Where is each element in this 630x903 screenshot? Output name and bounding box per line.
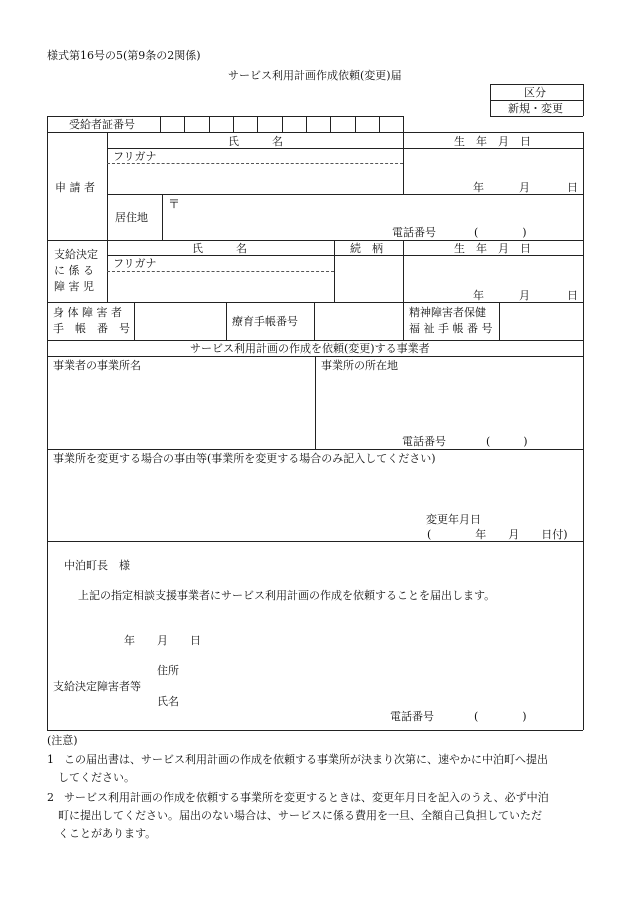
kubun-label: 区分 — [524, 86, 546, 99]
postal-mark: 〒 — [168, 197, 181, 211]
child-dob-year: 年 — [473, 289, 484, 302]
applicant-phone-paren: ( ) — [474, 226, 527, 239]
addressee: 中泊町長 様 — [64, 559, 130, 572]
change-date-format: ( 年 月 日付) — [427, 528, 568, 541]
child-dob-month: 月 — [519, 289, 530, 302]
applicant-section-label: 申 請 者 — [55, 181, 95, 194]
applicant-furigana-label: フリガナ — [113, 150, 157, 163]
note-1-line-1: この届出書は、サービス利用計画の作成を依頼する事業所が決まり次第に、速やかに中泊町へ提出 — [64, 753, 548, 766]
declaration-statement: 上記の指定相談支援事業者にサービス利用計画の作成を依頼することを届出します。 — [78, 589, 496, 602]
declaration-phone-paren: ( ) — [474, 710, 527, 723]
child-section-label-1: 支給決定 — [54, 248, 98, 261]
applicant-address-label: 居住地 — [115, 211, 148, 224]
child-furigana-label: フリガナ — [113, 257, 157, 270]
child-section-label-3: 障 害 児 — [54, 280, 94, 293]
note-2-line-2: 町に提出してください。届出のない場合は、サービスに係る費用を一旦、全額自己負担していただ — [58, 809, 542, 822]
child-section-label-2: に 係 る — [54, 264, 94, 277]
declaration-name-label: 氏名 — [157, 695, 179, 708]
note-1-line-2: してください。 — [58, 771, 135, 784]
note-2-line-1: サービス利用計画の作成を依頼する事業所を変更するときは、変更年月日を記入のうえ、必ず中泊 — [64, 791, 549, 804]
declaration-phone-label: 電話番号 — [390, 710, 434, 723]
note-2-line-3: くことがあります。 — [58, 827, 157, 840]
recipient-number-label: 受給者証番号 — [69, 118, 135, 131]
child-name-header: 氏 名 — [192, 242, 247, 255]
provider-section-title: サービス利用計画の作成を依頼(変更)する事業者 — [190, 342, 430, 355]
applicant-dob-month: 月 — [519, 181, 530, 194]
declaration-address-label: 住所 — [157, 664, 179, 677]
ryoiku-handbook-label: 療育手帳番号 — [232, 315, 298, 328]
declaration-applicant-label: 支給決定障害者等 — [53, 680, 141, 693]
change-date-label: 変更年月日 — [426, 513, 481, 526]
child-dob-header: 生 年 月 日 — [454, 242, 531, 255]
note-1-number: 1 — [47, 753, 54, 766]
applicant-dob-year: 年 — [473, 181, 484, 194]
note-2-number: 2 — [47, 791, 54, 804]
kubun-value[interactable]: 新規・変更 — [508, 102, 563, 115]
provider-office-address-label: 事業所の所在地 — [321, 359, 398, 372]
physical-handbook-label-1: 身 体 障 害 者 — [53, 306, 122, 319]
child-dob-day: 日 — [567, 289, 578, 302]
mental-handbook-label-2: 福 祉 手 帳 番 号 — [409, 322, 493, 335]
applicant-name-header: 氏 名 — [228, 135, 283, 148]
form-title: サービス利用計画作成依頼(変更)届 — [228, 69, 402, 82]
notes-heading: (注意) — [47, 734, 78, 747]
applicant-dob-day: 日 — [567, 181, 578, 194]
child-relation-header: 続 柄 — [350, 242, 383, 255]
applicant-dob-header: 生 年 月 日 — [454, 135, 531, 148]
physical-handbook-label-2: 手 帳 番 号 — [53, 322, 130, 335]
provider-phone-paren: ( ) — [486, 435, 528, 448]
declaration-date: 年 月 日 — [124, 634, 201, 647]
applicant-phone-label: 電話番号 — [392, 226, 436, 239]
form-number: 様式第16号の5(第9条の2関係) — [47, 49, 201, 62]
provider-phone-label: 電話番号 — [402, 435, 446, 448]
provider-office-name-label: 事業者の事業所名 — [53, 359, 141, 372]
mental-handbook-label-1: 精神障害者保健 — [409, 306, 486, 319]
change-reason-label: 事業所を変更する場合の事由等(事業所を変更する場合のみ記入してください) — [53, 452, 436, 465]
